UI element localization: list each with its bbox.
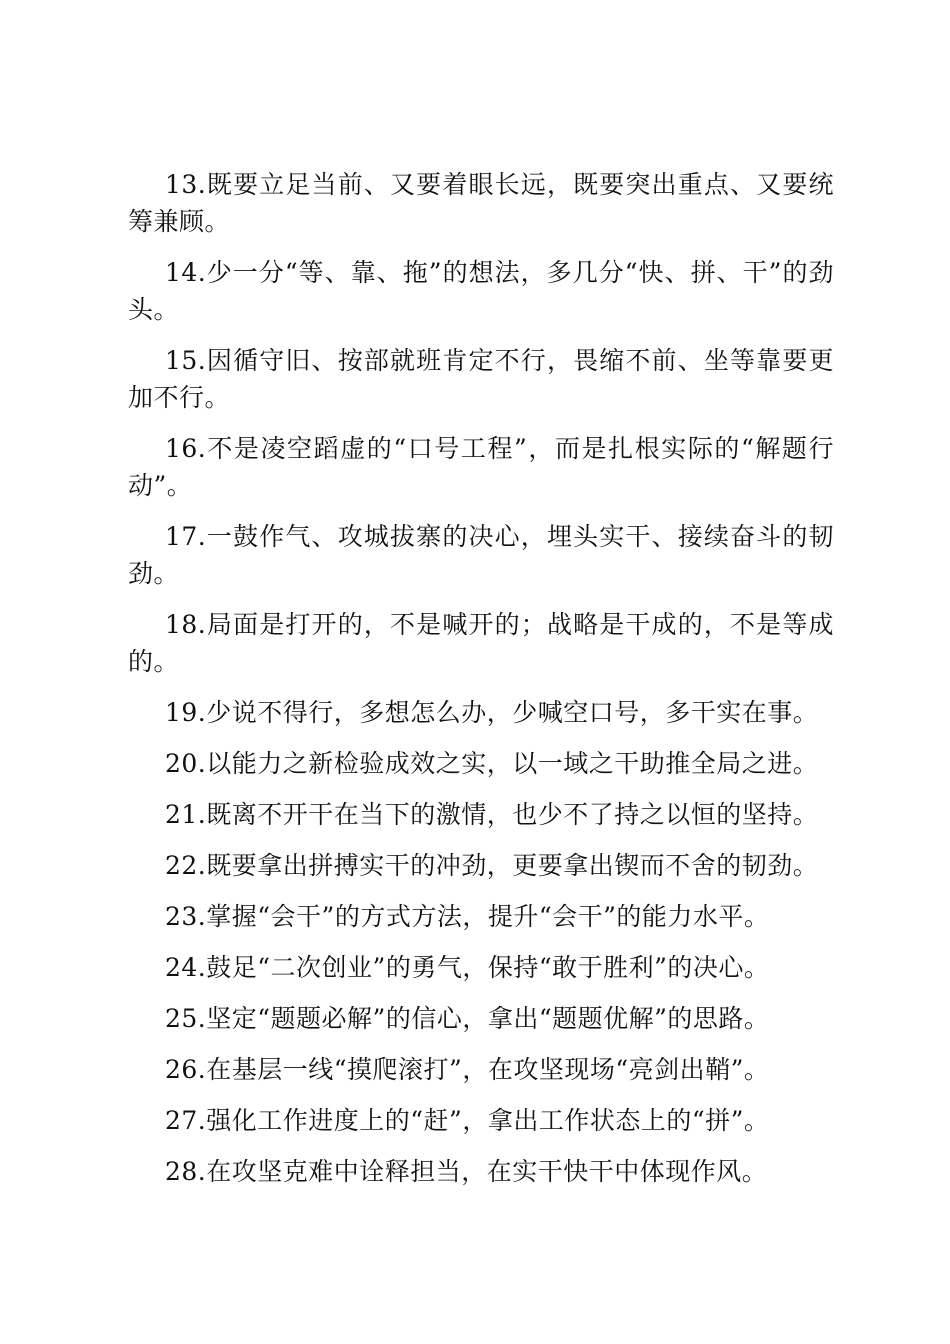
list-item: 15.因循守旧、按部就班肯定不行，畏缩不前、坐等靠要更加不行。 <box>128 346 834 412</box>
list-item: 14.少一分“等、靠、拖”的想法，多几分“快、拼、干”的劲头。 <box>128 258 834 324</box>
list-item: 19.少说不得行，多想怎么办，少喊空口号，多干实在事。 <box>165 698 819 727</box>
list-item: 28.在攻坚克难中诠释担当，在实干快干中体现作风。 <box>165 1157 768 1186</box>
list-item: 18.局面是打开的，不是喊开的；战略是干成的，不是等成的。 <box>128 610 834 676</box>
list-item: 26.在基层一线“摸爬滚打”，在攻坚现场“亮剑出鞘”。 <box>165 1055 770 1084</box>
list-item: 27.强化工作进度上的“赶”，拿出工作状态上的“拼”。 <box>165 1106 770 1135</box>
list-item: 17.一鼓作气、攻城拔寨的决心，埋头实干、接续奋斗的韧劲。 <box>128 522 834 588</box>
list-item: 16.不是凌空蹈虚的“口号工程”，而是扎根实际的“解题行动”。 <box>128 434 834 500</box>
list-item: 21.既离不开干在当下的激情，也少不了持之以恒的坚持。 <box>165 800 819 829</box>
list-item: 23.掌握“会干”的方式方法，提升“会干”的能力水平。 <box>165 902 770 931</box>
list-item: 25.坚定“题题必解”的信心，拿出“题题优解”的思路。 <box>165 1004 770 1033</box>
list-item: 24.鼓足“二次创业”的勇气，保持“敢于胜利”的决心。 <box>165 953 770 982</box>
list-item: 22.既要拿出拼搏实干的冲劲，更要拿出锲而不舍的韧劲。 <box>165 851 819 880</box>
list-item: 20.以能力之新检验成效之实，以一域之干助推全局之进。 <box>165 749 819 778</box>
list-item: 13.既要立足当前、又要着眼长远，既要突出重点、又要统筹兼顾。 <box>128 170 834 236</box>
document-body <box>128 166 834 1204</box>
